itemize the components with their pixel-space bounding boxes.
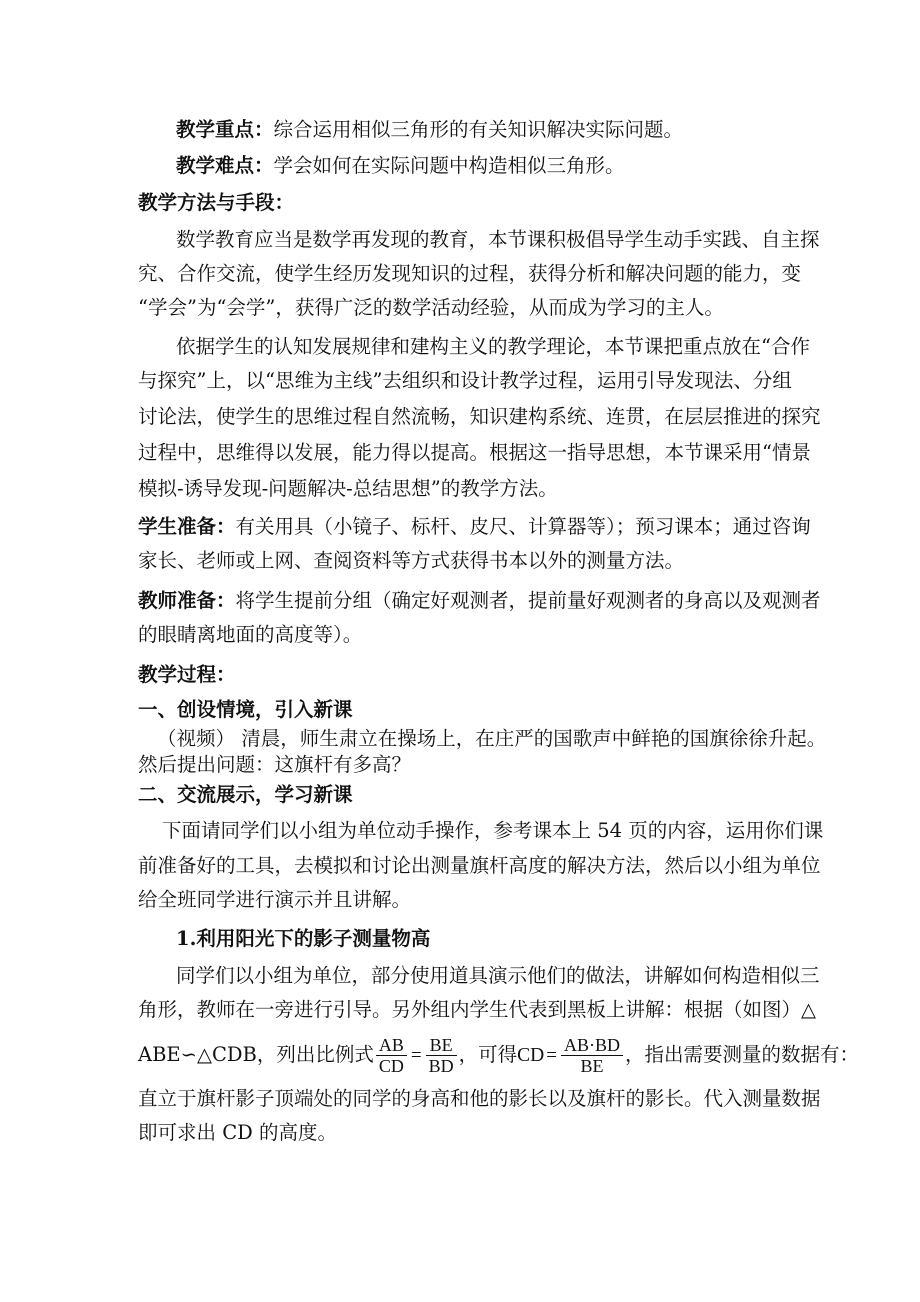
- teaching-focus: [176, 117, 683, 143]
- subsection-1-tail-line: 即可求出 CD 的高度。: [138, 1121, 337, 1144]
- subsection-1-tail-line: 直立于旗杆影子顶端处的同学的身高和他的影长以及旗杆的影长。代入测量数据: [138, 1087, 821, 1110]
- teacher-prep-text: 将学生提前分组（确定好观测者，提前量好观测者的身高以及观测者: [235, 589, 821, 612]
- methods-heading: 教学方法与手段：: [138, 191, 295, 214]
- methods-paragraph-2-line: 模拟-诱导发现-问题解决-总结思想”的教学方法。: [138, 477, 558, 500]
- equals-sign: =: [546, 1044, 557, 1066]
- methods-paragraph-1-line: 究、合作交流，使学生经历发现知识的过程，获得分析和解决问题的能力，变: [138, 262, 802, 285]
- teacher-prep-label: 教师准备：: [138, 589, 236, 612]
- equals-sign: =: [410, 1044, 422, 1066]
- formula-outro: ，指出需要测量的数据有：: [624, 1043, 859, 1066]
- process-heading: 教学过程：: [138, 663, 236, 686]
- proportion-formula-line: [138, 1027, 859, 1084]
- section-1-line: （视频） 清晨，师生肃立在操场上，在庄严的国歌声中鲜艳的国旗徐徐升起。: [157, 727, 827, 750]
- section-2-heading: 二、交流展示，学习新课: [138, 783, 353, 806]
- teaching-difficulty-text: 学会如何在实际问题中构造相似三角形。: [273, 154, 625, 177]
- section-1-heading: 一、创设情境，引入新课: [138, 698, 353, 721]
- fraction-ab-over-cd: [376, 1035, 407, 1076]
- subsection-1-line: 同学们以小组为单位，部分使用道具演示他们的做法，讲解如何构造相似三: [176, 964, 820, 987]
- section-2-line: 给全班同学进行演示并且讲解。: [138, 888, 412, 911]
- fraction-denominator: BE: [580, 1056, 604, 1076]
- methods-paragraph-2-line: 讨论法，使学生的思维过程自然流畅，知识建构系统、连贯，在层层推进的探究: [138, 405, 821, 428]
- fraction-ab-bd-over-be: [561, 1035, 623, 1076]
- teacher-prep-line-2: 的眼睛离地面的高度等）。: [138, 623, 363, 646]
- methods-paragraph-2-line: 依据学生的认知发展规律和建构主义的教学理论，本节课把重点放在“合作: [176, 335, 810, 358]
- fraction-numerator: AB: [376, 1035, 407, 1056]
- subsection-1-heading: 1.利用阳光下的影子测量物高: [176, 927, 431, 950]
- fraction-numerator: AB·BD: [561, 1035, 623, 1056]
- methods-paragraph-2-line: 与探究”上，以“思维为主线”去组织和设计教学过程，运用引导发现法、分组: [138, 369, 792, 392]
- subsection-1-line: 角形，教师在一旁进行引导。另外组内学生代表到黑板上讲解：根据（如图）△: [138, 998, 816, 1021]
- teaching-difficulty-label: 教学难点：: [176, 154, 274, 177]
- methods-paragraph-2-line: 过程中，思维得以发展，能力得以提高。根据这一指导思想，本节课采用“情景: [138, 441, 811, 464]
- fraction-numerator: BE: [426, 1035, 457, 1056]
- formula-connector: ，可得: [458, 1043, 518, 1066]
- teaching-difficulty: [176, 153, 625, 179]
- fraction-denominator: BD: [428, 1056, 454, 1076]
- student-prep-label: 学生准备：: [138, 515, 236, 538]
- section-1-line: 然后提出问题：这旗杆有多高？: [138, 753, 412, 776]
- student-prep-line-2: 家长、老师或上网、查阅资料等方式获得书本以外的测量方法。: [138, 549, 685, 572]
- formula-lhs: CD: [517, 1045, 545, 1066]
- teacher-prep: [138, 588, 821, 614]
- methods-paragraph-1-line: “学会”为“会学”，获得广泛的数学活动经验，从而成为学习的主人。: [138, 296, 724, 319]
- student-prep-text: 有关用具（小镜子、标杆、皮尺、计算器等）；预习课本；通过咨询: [235, 515, 811, 538]
- teaching-focus-label: 教学重点：: [176, 118, 274, 141]
- formula-intro: ABE∽△CDB，列出比例式: [138, 1043, 374, 1066]
- student-prep: [138, 514, 811, 540]
- methods-paragraph-1-line: 数学教育应当是数学再发现的教育，本节课积极倡导学生动手实践、自主探: [176, 228, 820, 251]
- fraction-denominator: CD: [378, 1056, 404, 1076]
- section-2-line: 下面请同学们以小组为单位动手操作，参考课本上 54 页的内容，运用你们课: [162, 819, 824, 842]
- teaching-focus-text: 综合运用相似三角形的有关知识解决实际问题。: [273, 118, 684, 141]
- section-2-line: 前准备好的工具，去模拟和讨论出测量旗杆高度的解决方法，然后以小组为单位: [138, 854, 821, 877]
- fraction-be-over-bd: [426, 1035, 457, 1076]
